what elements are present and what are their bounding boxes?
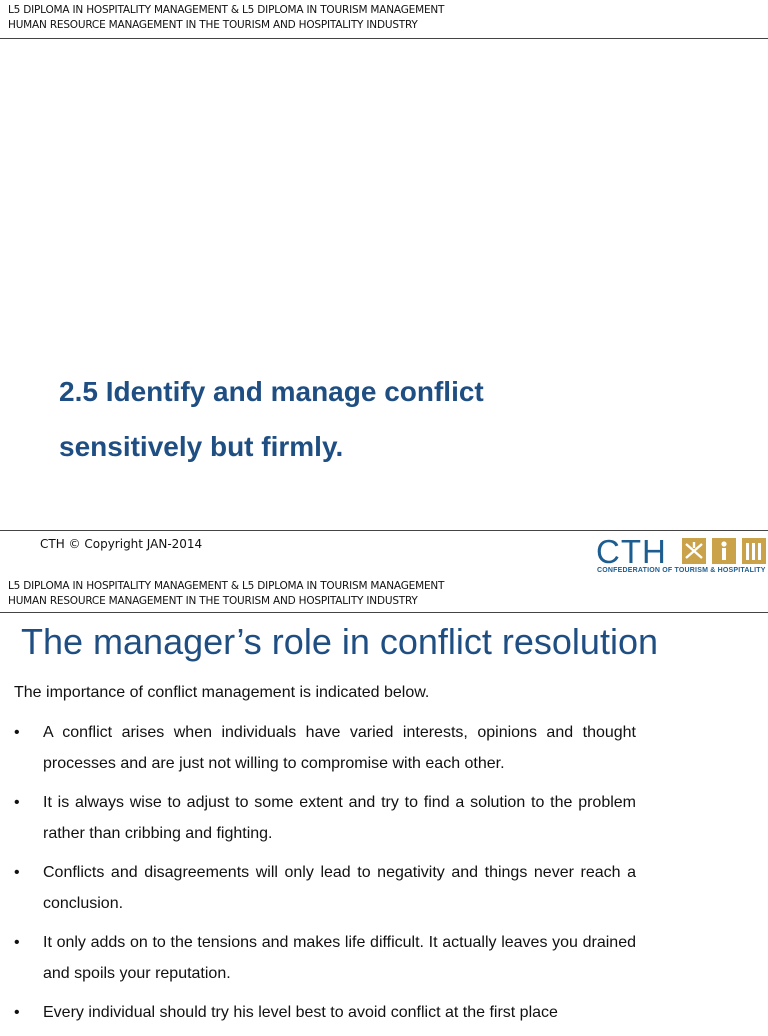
bullet-item <box>14 787 636 849</box>
bullet-dot-icon: • <box>14 934 20 951</box>
bullet-dot-icon: • <box>14 794 20 811</box>
copyright-text: CTH © Copyright JAN-2014 <box>40 537 203 551</box>
bullet-text: Conflicts and disagreements will only lead to negativity and things never reach a conclusion. <box>43 864 636 912</box>
slide-title-line-1: 2.5 Identify and manage conflict <box>59 376 484 407</box>
header-line-2: HUMAN RESOURCE MANAGEMENT IN THE TOURISM AND HOSPITALITY INDUSTRY <box>8 595 418 607</box>
section-heading: The manager’s role in conflict resolution <box>21 621 658 662</box>
logo-tagline: CONFEDERATION OF TOURISM & HOSPITALITY <box>597 567 766 574</box>
header-line-1: L5 DIPLOMA IN HOSPITALITY MANAGEMENT & L5 DIPLOMA IN TOURISM MANAGEMENT <box>8 4 445 16</box>
bullet-dot-icon: • <box>14 1004 20 1021</box>
page-header <box>8 3 444 33</box>
footer-divider <box>0 530 768 531</box>
header-divider <box>0 38 768 39</box>
bullet-item <box>14 927 636 989</box>
bullet-item <box>14 717 636 779</box>
header-divider-2 <box>0 612 768 613</box>
logo-icons <box>682 538 766 566</box>
bullet-list <box>14 717 636 1036</box>
intro-text: The importance of conflict management is indicated below. <box>14 684 430 701</box>
bullet-text: It is always wise to adjust to some extent and try to find a solution to the problem rather than cribbing and fighting. <box>43 794 636 842</box>
page-header-2 <box>8 579 444 609</box>
bullet-item <box>14 997 636 1028</box>
bullet-text: A conflict arises when individuals have varied interests, opinions and thought processes and are just not willing to compromise with each other. <box>43 724 636 772</box>
bullet-text: Every individual should try his level best to avoid conflict at the first place <box>43 1004 558 1021</box>
bullet-text: It only adds on to the tensions and makes life difficult. It actually leaves you drained and spoils your reputation. <box>43 934 636 982</box>
logo-wordmark: CTH <box>596 533 667 570</box>
bullet-dot-icon: • <box>14 864 20 881</box>
header-line-2: HUMAN RESOURCE MANAGEMENT IN THE TOURISM AND HOSPITALITY INDUSTRY <box>8 19 418 31</box>
bullet-dot-icon: • <box>14 724 20 741</box>
slide-title-line-2: sensitively but firmly. <box>59 431 344 462</box>
cth-logo <box>596 535 768 579</box>
header-line-1: L5 DIPLOMA IN HOSPITALITY MANAGEMENT & L5 DIPLOMA IN TOURISM MANAGEMENT <box>8 580 445 592</box>
slide-title <box>59 364 484 474</box>
bullet-item <box>14 857 636 919</box>
